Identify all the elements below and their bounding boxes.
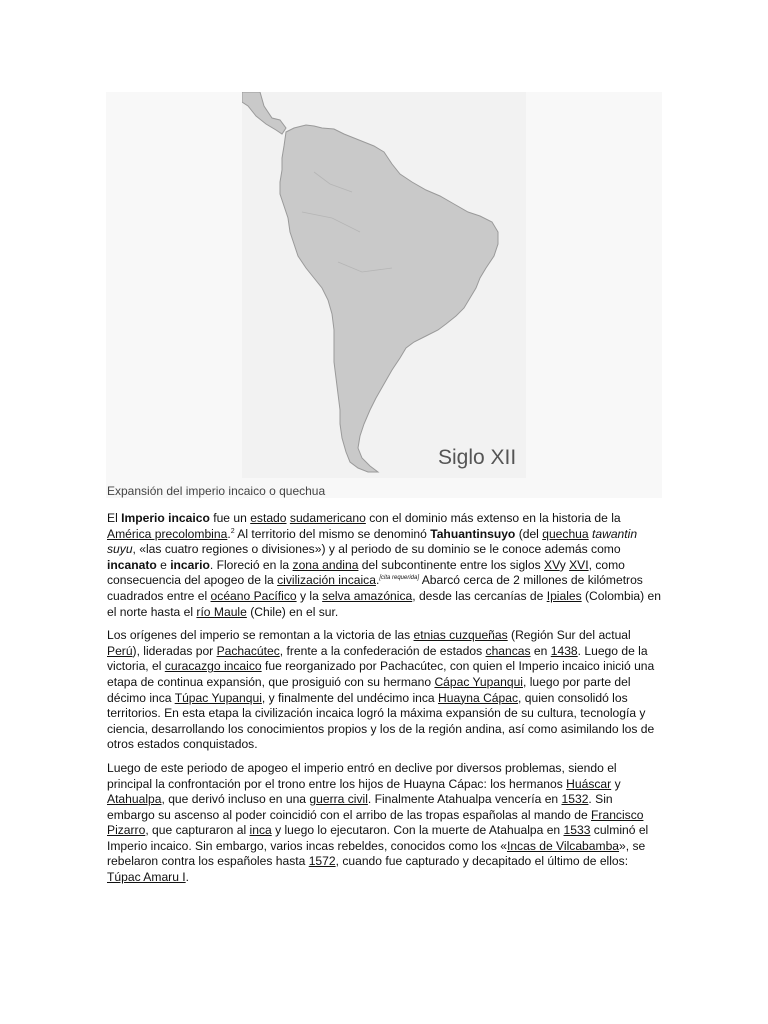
link-chancas[interactable]: chancas bbox=[485, 643, 531, 658]
link-selva-amazonica[interactable]: selva amazónica bbox=[322, 588, 413, 603]
figure-caption: Expansión del imperio incaico o quechua bbox=[107, 484, 326, 498]
link-huayna-capac[interactable]: Huayna Cápac bbox=[438, 690, 519, 705]
south-america-map bbox=[242, 92, 526, 478]
link-peru[interactable]: Perú bbox=[107, 643, 133, 658]
map-label: Siglo XII bbox=[438, 446, 517, 469]
link-xvi[interactable]: XVI bbox=[569, 557, 589, 572]
link-etnias-cuzquenas[interactable]: etnias cuzqueñas bbox=[413, 628, 508, 643]
paragraph-3: Luego de este periodo de apogeo el imperio entró en declive por diversos problemas, siendo el principal la confrontación por el trono entre los hijos de Huayna Cápac: los hermanos Huáscar y Atahualpa, que derivó incluso en una guerra civil. Finalmente Atahualpa vencería en 1532. Sin embargo su ascenso al poder coincidió con el arribo de las tropas españolas al mando de Francisco Pizarro, que capturaron al inca y luego lo ejecutaron. Con la muerte de Atahualpa en 1533 culminó el Imperio incaico. Sin embargo, varios incas rebeldes, conocidos como los «Incas de Vilcabamba», se rebelaron contra los españoles hasta 1572, cuando fue capturado y decapitado el último de ellos: Túpac Amaru I. bbox=[107, 760, 649, 885]
south-america-shape bbox=[280, 125, 498, 472]
link-america-precolombina[interactable]: América precolombina bbox=[107, 526, 228, 541]
central-america-shape bbox=[242, 92, 286, 134]
paragraph-2: Los orígenes del imperio se remontan a la victoria de las etnias cuzqueñas (Región Sur del actual Perú), lideradas por Pachacútec, frente a la confederación de estados chancas en 1438. Luego de la victoria, el curacazgo incaico fue reorganizado por Pachacútec, con quien el Imperio incaico inició una etapa de continua expansión, que prosiguió con su hermano Cápac Yupanqui, luego por parte del décimo inca Túpac Yupanqui, y finalmente del undécimo inca Huayna Cápac, quien consolidó los territorios. En esta etapa la civilización incaica logró la máxima expansión de su cultura, tecnología y ciencia, desarrollando los conocimientos propios y los de la región andina, así como asimilando los de otros estados conquistados. bbox=[107, 628, 655, 752]
link-estado[interactable]: estado bbox=[250, 511, 287, 525]
link-guerra-civil[interactable]: guerra civil bbox=[309, 792, 368, 807]
link-rio-maule[interactable]: río Maule bbox=[196, 604, 247, 619]
figure bbox=[106, 92, 662, 498]
link-zona-andina[interactable]: zona andina bbox=[292, 557, 359, 572]
link-incas-de-vilcabamba[interactable]: Incas de Vilcabamba bbox=[506, 838, 620, 853]
map-image[interactable] bbox=[242, 92, 526, 478]
link-atahualpa[interactable]: Atahualpa bbox=[107, 792, 162, 807]
term-incario: incario bbox=[170, 557, 210, 572]
link-huascar[interactable]: Huáscar bbox=[566, 776, 612, 791]
link-quechua[interactable]: quechua bbox=[542, 526, 589, 541]
link-1572[interactable]: 1572 bbox=[308, 854, 336, 869]
link-capac-yupanqui[interactable]: Cápac Yupanqui bbox=[434, 674, 523, 689]
link-1438[interactable]: 1438 bbox=[550, 643, 578, 658]
link-xv[interactable]: XV bbox=[544, 557, 560, 572]
link-civilizacion-incaica[interactable]: civilización incaica bbox=[277, 573, 376, 588]
term-tahuantinsuyo: Tahuantinsuyo bbox=[430, 526, 516, 541]
link-1533[interactable]: 1533 bbox=[563, 823, 591, 838]
link-1532[interactable]: 1532 bbox=[561, 792, 589, 807]
link-pachacutec[interactable]: Pachacútec bbox=[216, 643, 280, 658]
link-curacazgo-incaico[interactable]: curacazgo incaico bbox=[164, 659, 262, 674]
link-oceano-pacifico[interactable]: océano Pacífico bbox=[210, 588, 297, 603]
link-sudamericano[interactable]: sudamericano bbox=[289, 511, 366, 525]
paragraph-1: El Imperio incaico fue un estado sudamericano con el dominio más extenso en la historia de la América precolombina.$^2$ Al territorio del mismo se denominó Tahuantinsuyo (del quechua tawantin suyu, «las cuatro regiones o divisiones») y al periodo de su dominio se le conoce además como incanato e incario. Floreció en la zona andina del subcontinente entre los siglos XVy XVI, como consecuencia del apogeo de la civilización incaica.[cita requerida] Abarcó cerca de 2 millones de kilómetros cuadrados entre el océano Pacífico y la selva amazónica, desde las cercanías de Ipiales (Colombia) en el norte hasta el río Maule (Chile) en el sur. bbox=[107, 511, 661, 619]
link-ipiales[interactable]: Ipiales bbox=[546, 588, 582, 603]
ref-2[interactable]: 2 bbox=[230, 527, 235, 535]
link-francisco-pizarro[interactable]: Francisco Pizarro bbox=[107, 807, 644, 838]
link-tupac-yupanqui[interactable]: Túpac Yupanqui bbox=[174, 690, 262, 705]
term-imperio-incaico: Imperio incaico bbox=[121, 511, 210, 525]
link-tupac-amaru-i[interactable]: Túpac Amaru I bbox=[107, 870, 186, 885]
link-inca[interactable]: inca bbox=[249, 823, 272, 838]
term-incanato: incanato bbox=[107, 557, 157, 572]
article-body bbox=[107, 511, 663, 894]
cita-requerida[interactable]: [cita requerida] bbox=[379, 575, 420, 582]
term-tawantin-suyu: tawantin suyu bbox=[107, 526, 638, 557]
